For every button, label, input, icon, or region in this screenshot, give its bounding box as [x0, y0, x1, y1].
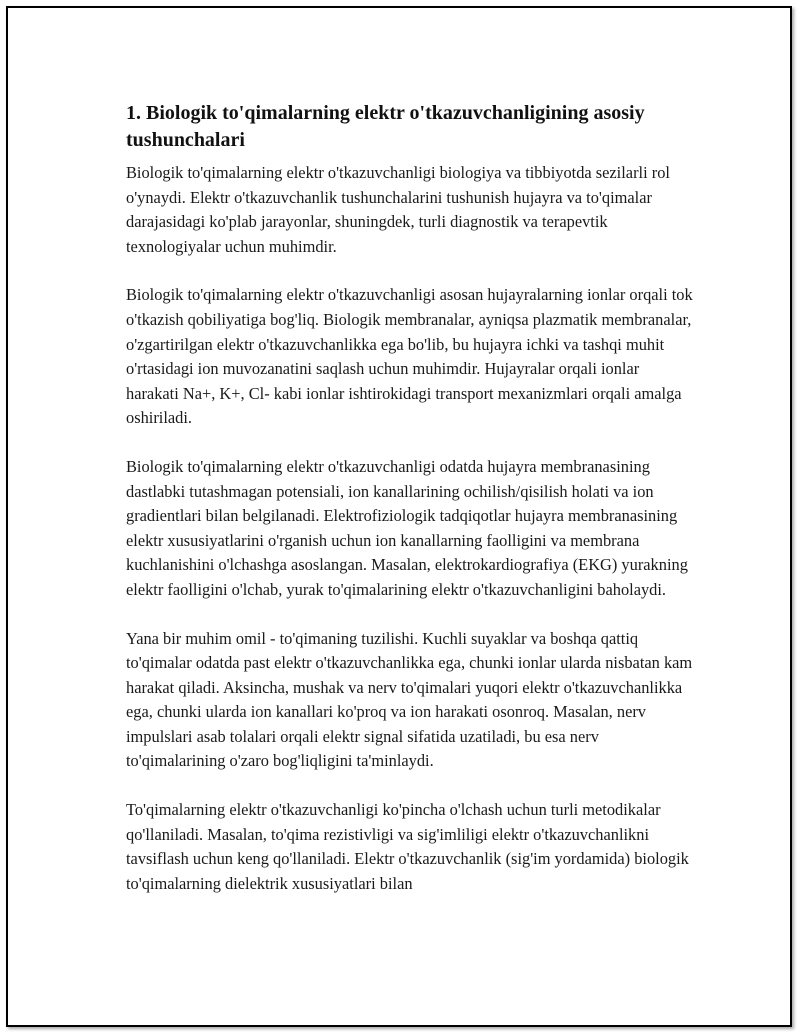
- section-heading: 1. Biologik to'qimalarning elektr o'tkazuvchanligining asosiy tushunchalari: [126, 102, 645, 151]
- paragraph-2: Biologik to'qimalarning elektr o'tkazuvchanligi asosan hujayralarning ionlar orqali tok o'tkazish qobiliyatiga bog'liq. Biologik membranalar, ayniqsa plazmatik membranalar, o'zgartirilgan elektr o'tkazuvchanlikka ega bo'lib, bu hujayra ichki va tashqi muhit o'rtasidagi ion muvozanatini saqlash uchun muhimdir. Hujayralar orqali ionlar harakati Na+, K+, Cl- kabi ionlar ishtirokidagi transport mexanizmlari orqali amalga oshiriladi.: [126, 285, 693, 428]
- document-page: [6, 6, 792, 1027]
- paragraph-4: Yana bir muhim omil - to'qimaning tuzilishi. Kuchli suyaklar va boshqa qattiq to'qimalar odatda past elektr o'tkazuvchanlikka ega, chunki ionlar ularda nisbatan kam harakat qiladi. Aksincha, mushak va nerv to'qimalari yuqori elektr o'tkazuvchanlikka ega, chunki ularda ion kanallari ko'proq va ion harakati osonroq. Masalan, nerv impulslari asab tolalari orqali elektr signal sifatida uzatiladi, bu esa nerv to'qimalarining o'zaro bog'liqligini ta'minlaydi.: [126, 628, 693, 771]
- paragraph-3: Biologik to'qimalarning elektr o'tkazuvchanligi odatda hujayra membranasining dastlabki tutashmagan potensiali, ion kanallarining ochilish/qisilish holati va ion gradientlari bilan belgilanadi. Elektrofiziologik tadqiqotlar hujayra membranasining elektr xususiyatlarini o'rganish uchun ion kanallarning faolligini va membrana kuchlanishini o'lchashga asoslangan. Masalan, elektrokardiografiya (EKG) yurakning elektr faolligini o'lchab, yurak to'qimalarining elektr o'tkazuvchanligini baholaydi.: [126, 456, 688, 599]
- document-body: [126, 100, 696, 920]
- paragraph-1: Biologik to'qimalarning elektr o'tkazuvchanligi biologiya va tibbiyotda sezilarli rol o'ynaydi. Elektr o'tkazuvchanlik tushunchalarini tushunish hujayra va to'qimalar darajasidagi ko'plab jarayonlar, shuningdek, turli diagnostik va terapevtik texnologiyalar uchun muhimdir.: [126, 163, 670, 256]
- paragraph-5: To'qimalarning elektr o'tkazuvchanligi ko'pincha o'lchash uchun turli metodikalar qo'llaniladi. Masalan, to'qima rezistivligi va sig'imliligi elektr o'tkazuvchanlikni tavsiflash uchun keng qo'llaniladi. Elektr o'tkazuvchanlik (sig'im yordamida) biologik to'qimalarning dielektrik xususiyatlari bilan: [126, 800, 689, 893]
